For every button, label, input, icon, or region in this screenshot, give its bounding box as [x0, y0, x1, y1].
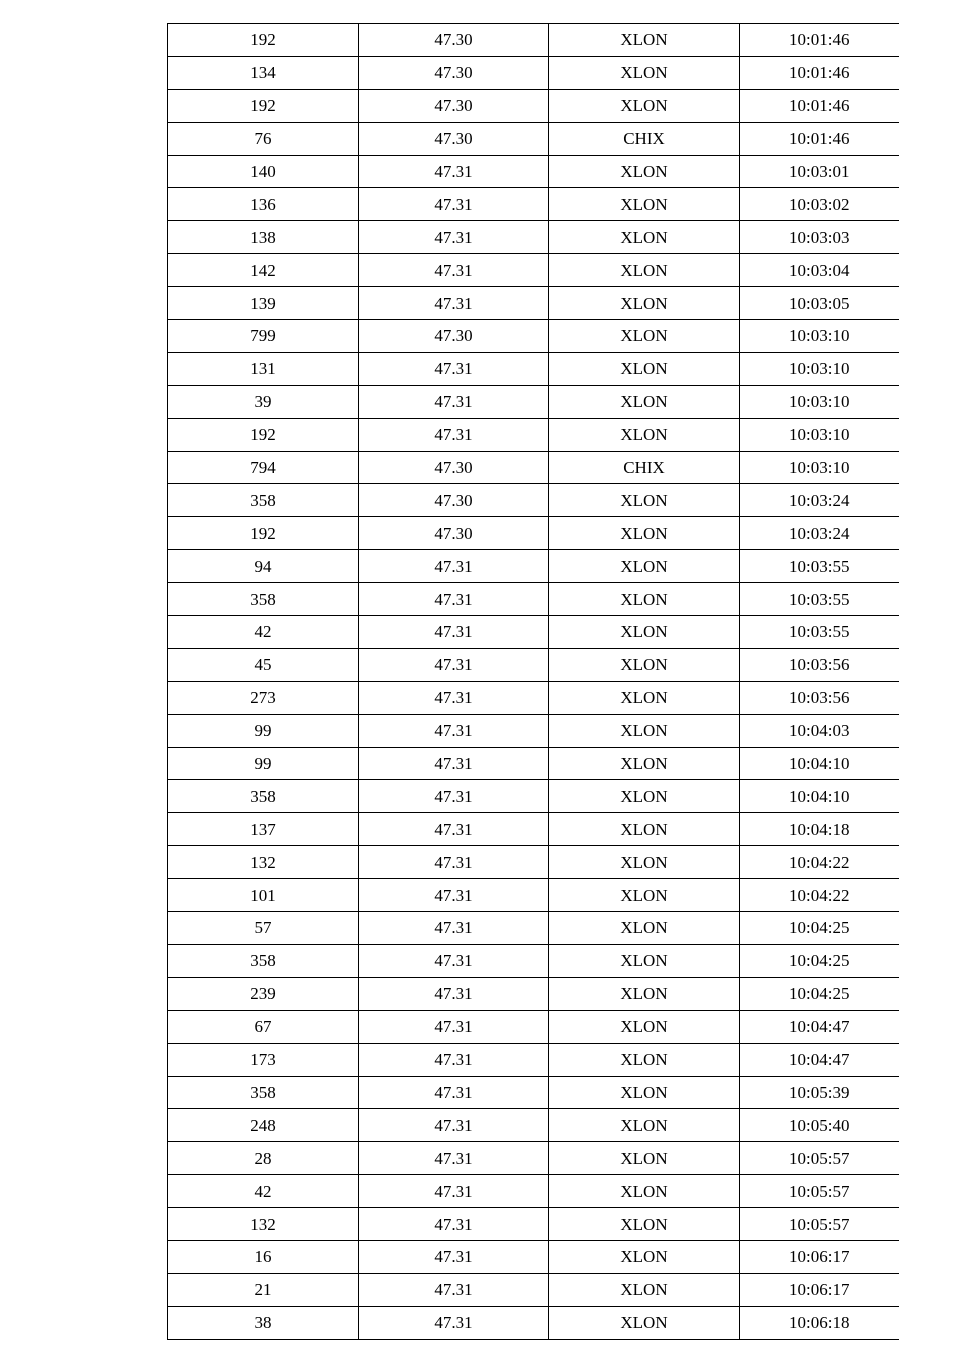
price-cell: 47.31 [359, 385, 549, 418]
time-cell: 10:05:40 [740, 1109, 899, 1142]
table-row [168, 1306, 899, 1339]
venue-cell: XLON [549, 879, 740, 912]
table-row [168, 254, 899, 287]
time-cell: 10:03:04 [740, 254, 899, 287]
volume-cell: 794 [168, 451, 359, 484]
table-row [168, 1142, 899, 1175]
table-row [168, 648, 899, 681]
price-cell: 47.31 [359, 550, 549, 583]
venue-cell: XLON [549, 648, 740, 681]
time-cell: 10:03:10 [740, 320, 899, 353]
table-row [168, 912, 899, 945]
venue-cell: XLON [549, 846, 740, 879]
price-cell: 47.31 [359, 944, 549, 977]
venue-cell: XLON [549, 780, 740, 813]
venue-cell: XLON [549, 320, 740, 353]
venue-cell: XLON [549, 1010, 740, 1043]
time-cell: 10:03:10 [740, 418, 899, 451]
venue-cell: XLON [549, 1175, 740, 1208]
table-row [168, 1043, 899, 1076]
table-row [168, 122, 899, 155]
price-cell: 47.31 [359, 188, 549, 221]
time-cell: 10:03:55 [740, 550, 899, 583]
venue-cell: XLON [549, 1109, 740, 1142]
volume-cell: 28 [168, 1142, 359, 1175]
volume-cell: 136 [168, 188, 359, 221]
price-cell: 47.31 [359, 221, 549, 254]
volume-cell: 358 [168, 1076, 359, 1109]
price-cell: 47.31 [359, 1240, 549, 1273]
time-cell: 10:03:56 [740, 681, 899, 714]
volume-cell: 76 [168, 122, 359, 155]
volume-cell: 45 [168, 648, 359, 681]
venue-cell: XLON [549, 747, 740, 780]
venue-cell: XLON [549, 550, 740, 583]
table-row [168, 780, 899, 813]
table-row [168, 944, 899, 977]
volume-cell: 358 [168, 583, 359, 616]
volume-cell: 358 [168, 484, 359, 517]
volume-cell: 21 [168, 1273, 359, 1306]
table-row [168, 1010, 899, 1043]
table-row [168, 1175, 899, 1208]
volume-cell: 140 [168, 155, 359, 188]
price-cell: 47.31 [359, 418, 549, 451]
volume-cell: 99 [168, 714, 359, 747]
time-cell: 10:03:24 [740, 517, 899, 550]
time-cell: 10:03:01 [740, 155, 899, 188]
venue-cell: XLON [549, 813, 740, 846]
venue-cell: XLON [549, 221, 740, 254]
venue-cell: XLON [549, 616, 740, 649]
price-cell: 47.31 [359, 879, 549, 912]
table-row [168, 517, 899, 550]
table-row [168, 1240, 899, 1273]
table-row [168, 484, 899, 517]
price-cell: 47.31 [359, 155, 549, 188]
venue-cell: XLON [549, 56, 740, 89]
volume-cell: 139 [168, 287, 359, 320]
venue-cell: XLON [549, 1142, 740, 1175]
volume-cell: 132 [168, 846, 359, 879]
table-row [168, 879, 899, 912]
time-cell: 10:04:25 [740, 977, 899, 1010]
venue-cell: XLON [549, 1306, 740, 1339]
price-cell: 47.31 [359, 813, 549, 846]
venue-cell: CHIX [549, 122, 740, 155]
price-cell: 47.31 [359, 352, 549, 385]
time-cell: 10:06:17 [740, 1273, 899, 1306]
volume-cell: 799 [168, 320, 359, 353]
price-cell: 47.30 [359, 24, 549, 57]
price-cell: 47.31 [359, 912, 549, 945]
table-row [168, 89, 899, 122]
volume-cell: 138 [168, 221, 359, 254]
table-row [168, 385, 899, 418]
time-cell: 10:03:24 [740, 484, 899, 517]
table-row [168, 714, 899, 747]
price-cell: 47.31 [359, 254, 549, 287]
price-cell: 47.30 [359, 517, 549, 550]
table-row [168, 977, 899, 1010]
price-cell: 47.31 [359, 1273, 549, 1306]
time-cell: 10:03:02 [740, 188, 899, 221]
time-cell: 10:04:03 [740, 714, 899, 747]
price-cell: 47.31 [359, 747, 549, 780]
venue-cell: XLON [549, 1208, 740, 1241]
table-row [168, 24, 899, 57]
venue-cell: XLON [549, 155, 740, 188]
volume-cell: 38 [168, 1306, 359, 1339]
table-row [168, 418, 899, 451]
volume-cell: 192 [168, 517, 359, 550]
time-cell: 10:04:47 [740, 1043, 899, 1076]
venue-cell: XLON [549, 944, 740, 977]
volume-cell: 248 [168, 1109, 359, 1142]
table-row [168, 1109, 899, 1142]
table-row [168, 56, 899, 89]
time-cell: 10:04:25 [740, 944, 899, 977]
venue-cell: XLON [549, 714, 740, 747]
table-row [168, 550, 899, 583]
volume-cell: 173 [168, 1043, 359, 1076]
venue-cell: CHIX [549, 451, 740, 484]
volume-cell: 42 [168, 616, 359, 649]
time-cell: 10:01:46 [740, 56, 899, 89]
price-cell: 47.31 [359, 1043, 549, 1076]
price-cell: 47.31 [359, 287, 549, 320]
table-row [168, 1208, 899, 1241]
time-cell: 10:04:10 [740, 780, 899, 813]
time-cell: 10:01:46 [740, 89, 899, 122]
trades-table-body [168, 24, 899, 1340]
price-cell: 47.31 [359, 977, 549, 1010]
volume-cell: 99 [168, 747, 359, 780]
time-cell: 10:03:10 [740, 352, 899, 385]
time-cell: 10:04:22 [740, 879, 899, 912]
volume-cell: 192 [168, 24, 359, 57]
venue-cell: XLON [549, 484, 740, 517]
table-row [168, 320, 899, 353]
price-cell: 47.30 [359, 484, 549, 517]
venue-cell: XLON [549, 352, 740, 385]
venue-cell: XLON [549, 1273, 740, 1306]
venue-cell: XLON [549, 517, 740, 550]
time-cell: 10:05:57 [740, 1175, 899, 1208]
time-cell: 10:03:10 [740, 385, 899, 418]
volume-cell: 273 [168, 681, 359, 714]
time-cell: 10:03:03 [740, 221, 899, 254]
venue-cell: XLON [549, 287, 740, 320]
price-cell: 47.30 [359, 56, 549, 89]
price-cell: 47.31 [359, 1010, 549, 1043]
price-cell: 47.31 [359, 1208, 549, 1241]
price-cell: 47.31 [359, 1142, 549, 1175]
table-row [168, 616, 899, 649]
price-cell: 47.31 [359, 1306, 549, 1339]
time-cell: 10:05:57 [740, 1142, 899, 1175]
venue-cell: XLON [549, 583, 740, 616]
time-cell: 10:01:46 [740, 24, 899, 57]
table-row [168, 155, 899, 188]
volume-cell: 192 [168, 89, 359, 122]
price-cell: 47.31 [359, 1076, 549, 1109]
table-row [168, 583, 899, 616]
volume-cell: 42 [168, 1175, 359, 1208]
table-row [168, 221, 899, 254]
time-cell: 10:06:17 [740, 1240, 899, 1273]
venue-cell: XLON [549, 681, 740, 714]
table-row [168, 681, 899, 714]
volume-cell: 57 [168, 912, 359, 945]
venue-cell: XLON [549, 1240, 740, 1273]
table-row [168, 188, 899, 221]
price-cell: 47.31 [359, 616, 549, 649]
price-cell: 47.30 [359, 451, 549, 484]
price-cell: 47.31 [359, 1175, 549, 1208]
volume-cell: 67 [168, 1010, 359, 1043]
venue-cell: XLON [549, 418, 740, 451]
volume-cell: 137 [168, 813, 359, 846]
volume-cell: 132 [168, 1208, 359, 1241]
time-cell: 10:04:25 [740, 912, 899, 945]
time-cell: 10:06:18 [740, 1306, 899, 1339]
price-cell: 47.30 [359, 122, 549, 155]
price-cell: 47.31 [359, 583, 549, 616]
venue-cell: XLON [549, 188, 740, 221]
table-row [168, 287, 899, 320]
time-cell: 10:04:18 [740, 813, 899, 846]
table-row [168, 813, 899, 846]
time-cell: 10:04:47 [740, 1010, 899, 1043]
table-row [168, 352, 899, 385]
table-row [168, 1076, 899, 1109]
price-cell: 47.30 [359, 320, 549, 353]
table-row [168, 747, 899, 780]
table-row [168, 1273, 899, 1306]
time-cell: 10:05:39 [740, 1076, 899, 1109]
price-cell: 47.31 [359, 1109, 549, 1142]
time-cell: 10:05:57 [740, 1208, 899, 1241]
volume-cell: 131 [168, 352, 359, 385]
volume-cell: 39 [168, 385, 359, 418]
price-cell: 47.31 [359, 780, 549, 813]
volume-cell: 358 [168, 944, 359, 977]
price-cell: 47.30 [359, 89, 549, 122]
time-cell: 10:03:10 [740, 451, 899, 484]
volume-cell: 358 [168, 780, 359, 813]
time-cell: 10:04:10 [740, 747, 899, 780]
venue-cell: XLON [549, 1043, 740, 1076]
volume-cell: 142 [168, 254, 359, 287]
volume-cell: 16 [168, 1240, 359, 1273]
venue-cell: XLON [549, 89, 740, 122]
price-cell: 47.31 [359, 648, 549, 681]
venue-cell: XLON [549, 254, 740, 287]
venue-cell: XLON [549, 977, 740, 1010]
trades-table [167, 23, 899, 1340]
table-row [168, 451, 899, 484]
price-cell: 47.31 [359, 846, 549, 879]
volume-cell: 239 [168, 977, 359, 1010]
time-cell: 10:03:55 [740, 616, 899, 649]
volume-cell: 134 [168, 56, 359, 89]
volume-cell: 192 [168, 418, 359, 451]
venue-cell: XLON [549, 24, 740, 57]
time-cell: 10:03:56 [740, 648, 899, 681]
time-cell: 10:03:55 [740, 583, 899, 616]
price-cell: 47.31 [359, 681, 549, 714]
time-cell: 10:04:22 [740, 846, 899, 879]
table-row [168, 846, 899, 879]
volume-cell: 101 [168, 879, 359, 912]
time-cell: 10:01:46 [740, 122, 899, 155]
venue-cell: XLON [549, 385, 740, 418]
volume-cell: 94 [168, 550, 359, 583]
venue-cell: XLON [549, 912, 740, 945]
time-cell: 10:03:05 [740, 287, 899, 320]
venue-cell: XLON [549, 1076, 740, 1109]
price-cell: 47.31 [359, 714, 549, 747]
